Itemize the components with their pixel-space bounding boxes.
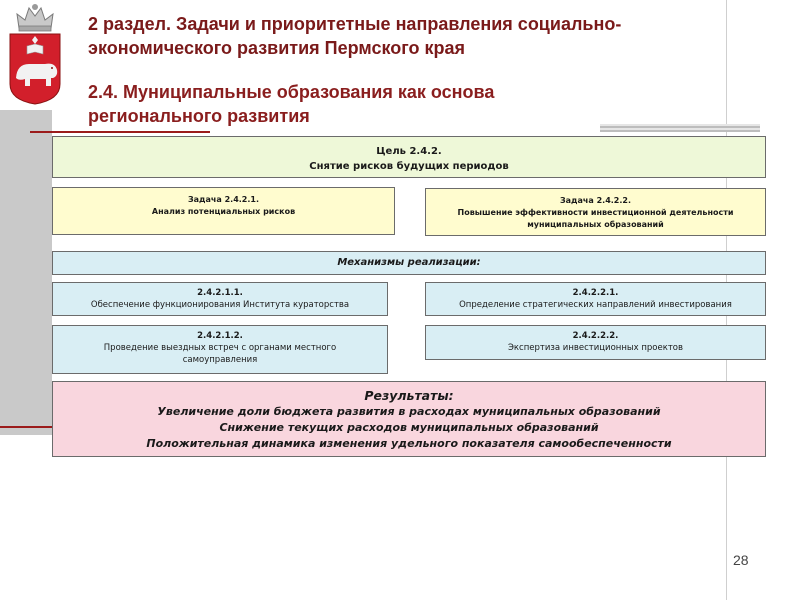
goal-box xyxy=(52,136,766,178)
mechanism-3-text-line-1: Проведение выездных встреч с органами местного xyxy=(103,343,337,353)
results-box xyxy=(52,381,766,457)
mechanisms-header: Механизмы реализации: xyxy=(52,251,766,275)
task-box-1 xyxy=(52,187,395,235)
mechanism-1-code: 2.4.2.1.1. xyxy=(197,288,243,298)
mechanism-4-code: 2.4.2.2.2. xyxy=(572,331,619,341)
subtitle-line-2: регионального развития xyxy=(88,106,310,126)
mechanism-3-text-line-2: самоуправления xyxy=(182,355,258,365)
goal-code: Цель 2.4.2. xyxy=(376,146,442,157)
mechanism-item-3 xyxy=(52,325,388,374)
task-2-text-line-2: муниципальных образований xyxy=(527,220,664,229)
mechanism-3-code: 2.4.2.1.2. xyxy=(197,331,243,341)
slide-subtitle xyxy=(88,80,648,128)
task-2-code: Задача 2.4.2.2. xyxy=(559,196,632,205)
perm-krai-emblem-icon xyxy=(5,2,65,106)
result-item-1: Увеличение доли бюджета развития в расходах муниципальных образований xyxy=(157,405,661,418)
mechanism-item-4 xyxy=(425,325,766,360)
task-box-2 xyxy=(425,188,766,236)
mechanism-2-text: Определение стратегических направлений инвестирования xyxy=(459,300,732,310)
left-decor-band xyxy=(0,110,52,435)
subtitle-line-1: 2.4. Муниципальные образования как основа xyxy=(88,82,495,102)
goal-text: Снятие рисков будущих периодов xyxy=(309,161,509,172)
result-item-3: Положительная динамика изменения удельного показателя самообеспеченности xyxy=(146,437,672,450)
mechanism-item-2 xyxy=(425,282,766,316)
task-1-text: Анализ потенциальных рисков xyxy=(151,207,296,216)
task-2-text-line-1: Повышение эффективности инвестиционной деятельности xyxy=(457,208,734,217)
mechanism-item-1 xyxy=(52,282,388,316)
slide-title xyxy=(88,12,708,60)
accent-line-bottom xyxy=(0,426,54,428)
crown-icon xyxy=(17,4,53,31)
page-number: 28 xyxy=(733,552,749,568)
title-line-1: 2 раздел. Задачи и приоритетные направления социально- xyxy=(88,14,622,34)
mechanism-1-text: Обеспечение функционирования Института кураторства xyxy=(90,300,350,310)
result-item-2: Снижение текущих расходов муниципальных образований xyxy=(219,421,599,434)
task-1-code: Задача 2.4.2.1. xyxy=(187,195,260,204)
results-header: Результаты: xyxy=(364,388,454,403)
mechanism-2-code: 2.4.2.2.1. xyxy=(572,288,619,298)
accent-line-top xyxy=(30,131,210,133)
mechanism-4-text: Экспертиза инвестиционных проектов xyxy=(507,343,684,353)
title-line-2: экономического развития Пермского края xyxy=(88,38,465,58)
